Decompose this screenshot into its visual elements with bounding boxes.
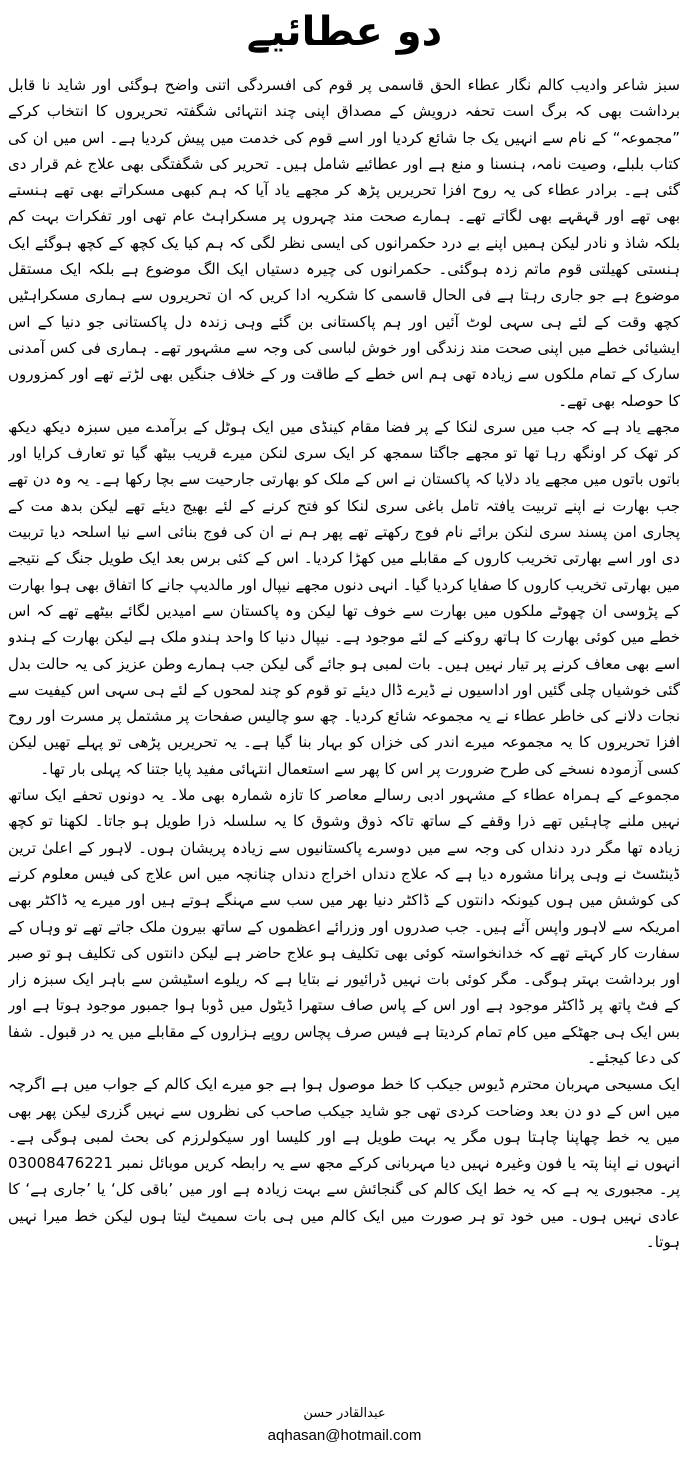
paragraph-1: سبز شاعر وادیب کالم نگار عطاء الحق قاسمی پر قوم کی افسردگی اتنی واضح ہوگئی اور شاید نا قابل برداشت بھی کہ برگ است تحفہ درویش کے مصداق اپنی چند انتہائی شگفتہ تحریروں کا انتخاب کرکے ”مجموعہ“ کے نام سے انہیں یک جا شائع کردیا اور اسے قوم کی خدمت میں پیش کردیا ہے۔ اس میں ان کی کتاب بلبلے، وصیت نامہ، ہنسنا و منع ہے اور عطائیے شامل ہیں۔ تحریر کی شگفتگی بھی علاج غم قرار دی گئی ہے۔ برادر عطاء کی یہ روح افزا تحریریں پڑھ کر مجھے یاد آیا کہ ہم کبھی مسکراتے بھی تھے ہنستے بھی تھے اور قہقہے بھی لگاتے تھے۔ ہمارے صحت مند چہروں پر مسکراہٹ عام تھی اور تفکرات بہت کم بلکہ شاذ و نادر لیکن ہمیں اپنے بے درد حکمرانوں کی ایسی نظر لگی کہ ہم کیا یک کچھ کے کچھ ہوگئے ایک ہنستی کھیلتی قوم ماتم زدہ ہوگئی۔ حکمرانوں کی چیرہ دستیاں ایک الگ موضوع ہے بلکہ ایک مستقل موضوع ہے جو جاری رہتا ہے فی الحال قاسمی کا شکریہ ادا کریں کہ ان تحریروں سے ہماری مسکراہٹیں کچھ وقت کے لئے ہی سہی لوٹ آئیں اور ہم پاکستانی بن گئے وہی زندہ دل پاکستانی جو دنیا کے اس ایشیائی خطے میں اپنی صحت مند زندگی اور خوش لباسی کی وجہ سے مشہور تھے۔ ہماری فی کس آمدنی سارک کے تمام ملکوں سے زیادہ تھی ہم اس خطے کے طاقت ور کے خلاف جنگیں بھی لڑتے تھے اور کمزوروں کا حوصلہ بھی تھے۔ bbox=[8, 76, 680, 410]
author-email[interactable]: aqhasan@hotmail.com bbox=[267, 1427, 422, 1444]
column-title: دو عطائیے bbox=[246, 9, 443, 55]
column-body bbox=[8, 72, 680, 1400]
author-name: عبدالقادر حسن bbox=[303, 1406, 386, 1421]
paragraph-4: ایک مسیحی مہربان محترم ڈیوس جیکب کا خط موصول ہوا ہے جو میرے ایک کالم کے جواب میں ہے اگرچہ میں اس کے دو دن بعد وضاحت کردی تھی جو شاید جیکب صاحب کی نظروں سے نہیں گزری لیکن پھر بھی میں یہ خط چھاپنا چاہتا ہوں مگر یہ بہت طویل ہے اور کلیسا اور سیکولرزم کی بحث لمبی ہوگی ہے۔ انہوں نے اپنا پتہ یا فون وغیرہ نہیں دیا مہربانی کرکے مجھ سے یہ رابطہ کریں موبائل نمبر 03008476221 پر۔ مجبوری یہ ہے کہ یہ خط ایک کالم کی گنجائش سے بہت زیادہ ہے اور میں ’باقی کل‘ یا ’جاری ہے‘ کا عادی نہیں ہوں۔ میں خود تو ہر صورت میں ایک کالم میں ہی بات سمیٹ لیتا ہوں لیکن خط میرا نہیں ہوتا۔ bbox=[8, 1075, 680, 1252]
paragraph-3: مجموعے کے ہمراہ عطاء کے مشہور ادبی رسالے معاصر کا تازہ شمارہ بھی ملا۔ یہ دونوں تحفے ایک ساتھ نہیں ملنے چاہئیں تھے ذرا وقفے کے ساتھ تاکہ ذوق وشوق کا یہ سلسلہ ذرا طویل ہو جاتا۔ لکھنا تو کچھ زیادہ تھا مگر درد دنداں کی وجہ سے میں دوسرے پاکستانیوں سے زیادہ پریشان ہوں۔ لاہور کے اعلیٰ ترین ڈینٹسٹ نے وہی پرانا مشورہ دیا ہے کہ علاج دنداں اخراج دنداں چنانچہ میں اس علاج کی فیس معلوم کرنے کی کوشش میں ہوں کیونکہ دانتوں کے ڈاکٹر دنیا بھر میں سب سے مہنگے ہوتے ہیں اور میرے یہ ڈاکٹر بھی امریکہ سے لاہور واپس آئے ہیں۔ جب صدروں اور وزرائے اعظموں کے ساتھ بیرون ملک جاتے تھے تو وہاں کے سفارت کار کہتے تھے کہ خدانخواستہ کوئی بھی تکلیف ہو علاج حاضر ہے لیکن دانتوں کی تکلیف ہو تو صبر اور برداشت بہتر ہوگی۔ مگر کوئی بات نہیں ڈرائیور نے بتایا ہے کہ ریلوے اسٹیشن سے باہر ایک سبزہ زار کے فٹ پاتھ پر ڈاکٹر موجود ہے اور اس کے پاس صاف ستھرا ڈیٹول میں ڈوبا ہوا جمبور موجود ہوتا ہے اور بس ایک ہی جھٹکے میں کام تمام کردیتا ہے فیس صرف پچاس روپے ہزاروں کے مقابلے میں یہ در قبول۔ شفا کی دعا کیجئے۔ bbox=[8, 786, 680, 1067]
paragraph-2: مجھے یاد ہے کہ جب میں سری لنکا کے پر فضا مقام کینڈی میں ایک ہوٹل کے برآمدے میں سبزہ دیکھ دیکھ کر تھک کر اونگھ رہا تھا تو مجھے جاگتا سمجھ کر ایک سری لنکن میرے قریب بیٹھ گیا تو تعارف کرایا اور باتوں باتوں میں مجھے یاد دلایا کہ پاکستان نے اس کے ملک کو بھارتی جارحیت سے بچا رکھا ہے۔ یہ وہ دن تھے جب بھارت نے اپنے تربیت یافتہ تامل باغی سری لنکا کو فتح کرنے کے لئے بھیج دیئے تھے لیکن بدھ مت کے پجاری امن پسند سری لنکن برائے نام فوج رکھتے تھے پھر ہم نے ان کی فوج بنائی اسے نیا اسلحہ دیا تربیت دی اور اسے بھارتی تخریب کاروں کے مقابلے میں کھڑا کردیا۔ اس کے کئی برس بعد ایک طویل جنگ کے نتیجے میں بھارتی تخریب کاروں کا صفایا کردیا گیا۔ انہی دنوں مجھے نیپال اور مالدیپ جانے کا اتفاق بھی ہوا بھارت کے پڑوسی ان چھوٹے ملکوں میں بھارت سے خوف تھا لیکن وہ پاکستان سے امیدیں لگائے بیٹھے تھے کہ اس خطے میں کوئی بھارت کا ہاتھ روکنے کے لئے موجود ہے۔ نیپال دنیا کا واحد ہندو ملک ہے لیکن بھارت کے ہندو اسے بھی معاف کرنے پر تیار نہیں ہیں۔ بات لمبی ہو جائے گی لیکن جب ہمارے وطن عزیز کی یہ حالت بدل گئی خوشیاں چلی گئیں اور اداسیوں نے ڈیرے ڈال دیئے تو قوم کو چند لمحوں کے لئے ہی سہی اس کیفیت سے نجات دلانے کی خاطر عطاء نے یہ مجموعہ شائع کردیا۔ چھ سو چالیس صفحات پر مشتمل پر مسرت اور روح افزا تحریروں کا یہ مجموعہ میرے اندر کی خزاں کو بہار بنا گیا ہے۔ یہ تحریریں پڑھی تو پہلے تھیں لیکن کسی آزمودہ نسخے کی طرح ضرورت پر اس کا پھر سے استعمال انتہائی مفید پایا جتنا کہ پہلی بار تھا۔ bbox=[8, 417, 680, 778]
